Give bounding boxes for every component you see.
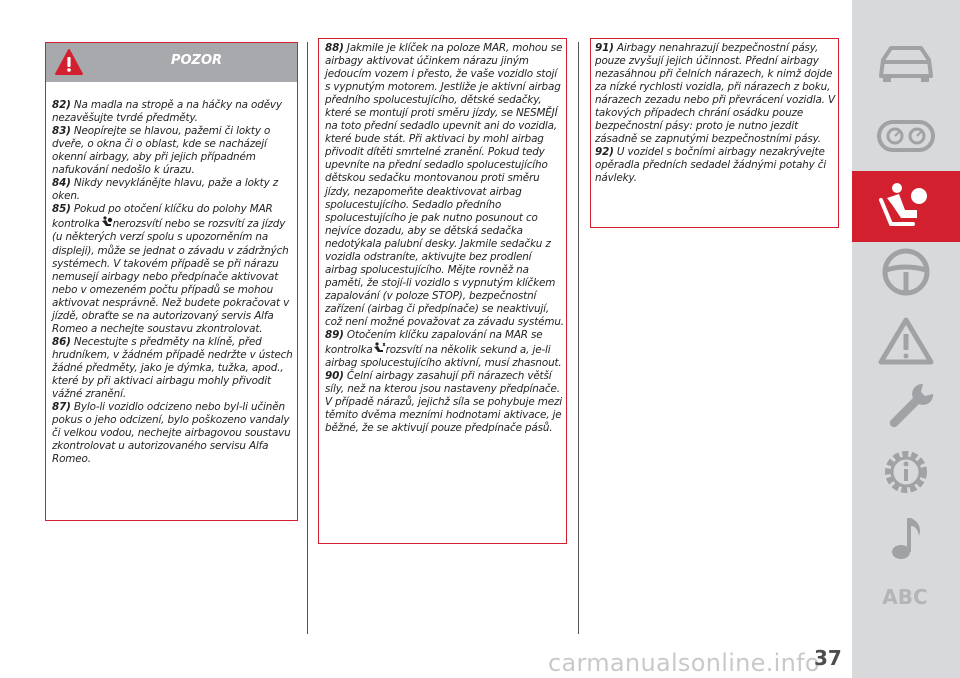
- airbag-warning-light-icon: [100, 216, 113, 228]
- music-note-icon[interactable]: [873, 512, 939, 564]
- note-91: 91) Airbagy nenahrazují bezpečnostní pásy, pouze zvyšují jejich účinnost. Přední airbagy nezasáhnou při čelních nárazech, k nimž dojde za nízké rychlosti vozidla, při nárazech z boku, nárazech zezadu nebo při převrácení vozidla. V takových případech chrání osádku pouze bezpečnostní pásy: proto je nutno jezdit zásadně se zapnutými bezpečnostními pásy.: [595, 42, 835, 146]
- note-89: 89) Otočením klíčku zapalování na MAR se kontrolka rozsvítí na několik sekund a, je-li airbag spolucestujícího aktivní, musí zhasnout.: [325, 329, 562, 370]
- page-number: 37: [814, 646, 842, 670]
- note-90: 90) Čelní airbagy zasahují při nárazech větší síly, než na kterou jsou nastaveny předpínače. V případě nárazů, jejichž síla se pohybuje mezi těmito dvěma mezními hodnotami aktivace, je běžné, že se aktivují pouze předpínače pásů.: [325, 370, 562, 435]
- note-87: 87) Bylo-li vozidlo odcizeno nebo byl-li učiněn pokus o jeho odcizení, bylo poškozeno vandaly či velkou vodou, nechejte airbagovou soustavu zkontrolovat u autorizovaného servisu Alfa Romeo.: [52, 401, 291, 466]
- note-82: 82) Na madla na stropě a na háčky na oděvy nezavěšujte tvrdé předměty.: [52, 99, 282, 125]
- column-divider-2: [578, 42, 579, 634]
- column1-text: [52, 99, 297, 466]
- steering-wheel-icon[interactable]: [873, 246, 939, 298]
- car-icon[interactable]: [873, 38, 939, 90]
- warning-title: POZOR: [170, 53, 223, 68]
- column2-text: [325, 42, 565, 435]
- note-85: 85) Pokud po otočení klíčku do polohy MAR kontrolka nerozsvítí nebo se rozsvítí za jízdy (u některých verzí spolu s upozorněním na displeji), může se jednat o závadu v zádržných systémech. V takovém případě se při nárazu nemusejí airbagy nebo předpínače aktivovat nebo v omezeném počtu případů se mohou aktivovat nesprávně. Než budete pokračovat v jízdě, obraťte se na autorizovaný servis Alfa Romeo a nechejte soustavu zkontrolovat.: [52, 203, 290, 335]
- warning-triangle-icon: [54, 48, 84, 76]
- airbag-off-light-icon: [373, 342, 386, 354]
- warning-triangle-nav-icon[interactable]: [873, 316, 939, 368]
- note-83: 83) Neopírejte se hlavou, pažemi či lokty o dveře, o okna či o oblast, kde se nacházejí okenní airbagy, aby při jejich případném nafukování nedošlo k úrazu.: [52, 125, 271, 177]
- dashboard-gauges-icon[interactable]: [873, 110, 939, 162]
- info-gear-icon[interactable]: [873, 446, 939, 498]
- note-88: 88) Jakmile je klíček na poloze MAR, mohou se airbagy aktivovat účinkem nárazu jiným jedoucím vozem i přesto, že vaše vozidlo stojí s vypnutým motorem. Jestliže je aktivní airbag předního spolucestujícího, dětské sedačky, které se montují proti směru jízdy, se NESMĚJÍ na toto přední sedadlo upevnit ani do vozidla, které bude stát. Při aktivaci by mohl airbag přivodit dítěti smrtelné zranění. Pokud tedy upevníte na přední sedadlo spolucestujícího dětskou sedačku montovanou proti směru jízdy, nezapomeňte deaktivovat airbag spolucestujícího. Sedadlo předního spolucestujícího je pak nutno posunout co nejvíce dozadu, aby se dětská sedačka nedotýkala palubní desky. Jakmile sedačku z vozidla odstraníte, aktivujte bez prodlení airbag spolucestujícího. Mějte rovněž na paměti, že stojí-li vozidlo s vypnutým klíčkem zapalování (v poloze STOP), bezpečnostní zařízení (airbag či předpínače) se neaktivují, což není možné považovat za závadu systému.: [325, 42, 564, 328]
- wrench-icon[interactable]: [873, 378, 939, 430]
- note-84: 84) Nikdy nevyklánějte hlavu, paže a lokty z oken.: [52, 177, 279, 203]
- column-divider-1: [307, 42, 308, 634]
- airbag-seat-icon[interactable]: [873, 180, 939, 232]
- note-92: 92) U vozidel s bočními airbagy nezakrývejte opěradla předních sedadel žádnými potahy či návleky.: [595, 146, 827, 185]
- note-86: 86) Necestujte s předměty na klíně, před hrudníkem, v žádném případě nedržte v ústech žádné předměty, jako je dýmka, tužka, apod., které by při aktivaci airbagu mohly přivodit vážné zranění.: [52, 335, 293, 401]
- column3-text: [595, 42, 838, 186]
- index-abc-label[interactable]: ABC: [882, 585, 928, 609]
- watermark: carmanualsonline.info: [548, 649, 820, 677]
